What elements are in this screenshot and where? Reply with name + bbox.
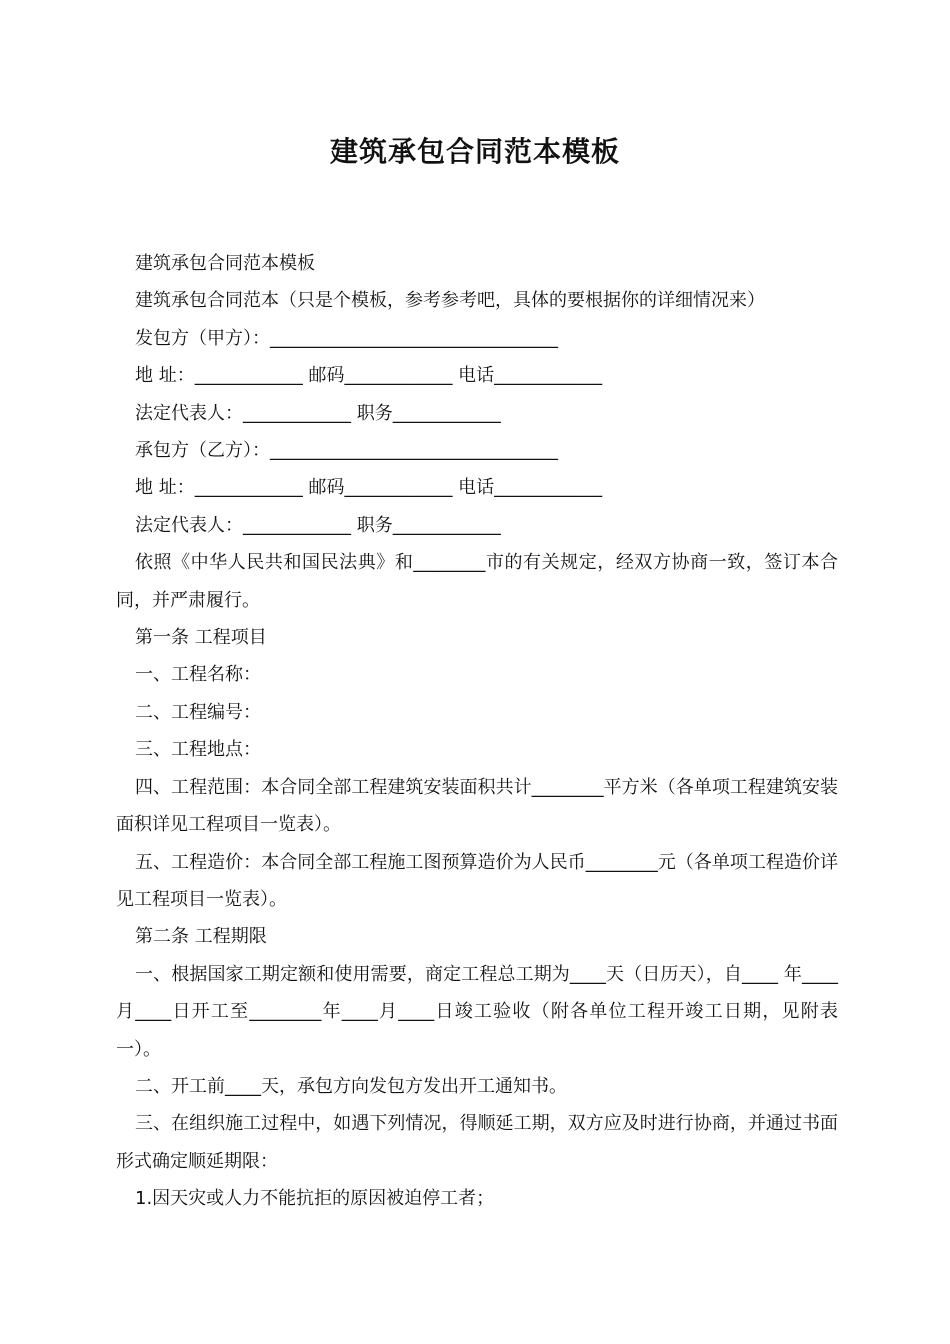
extension-item-1: 1.因天灾或人力不能抗拒的原因被迫停工者； (135, 1188, 495, 1210)
party-a-representative-line: 法定代表人：____________ 职务____________ (135, 402, 501, 424)
extension-paragraph: 三、在组织施工过程中，如遇下列情况，得顺延工期，双方应及时进行协商，并通过书面形式确定顺延期限： (116, 1113, 838, 1172)
schedule-paragraph: 一、根据国家工期定额和使用需要，商定工程总工期为____天（日历天），自____ 年____月____日开工至________年____月____日竣工验收（附各单位工程开竣工日期，见附表一）。 (116, 963, 838, 1060)
paragraph-intro: 建筑承包合同范本（只是个模板，参考参考吧，具体的要根据你的详细情况来） (135, 290, 765, 312)
paragraph-heading: 建筑承包合同范本模板 (135, 253, 315, 274)
document-body (116, 245, 838, 1218)
party-b-line: 承包方（乙方）：________________________________ (135, 440, 558, 462)
project-name-line: 一、工程名称： (135, 664, 261, 686)
preamble-paragraph: 依照《中华人民共和国民法典》和________市的有关规定，经双方协商一致，签订本合同，并严肃履行。 (116, 552, 838, 611)
project-cost-paragraph: 五、工程造价：本合同全部工程施工图预算造价为人民币________元（各单项工程造价详见工程项目一览表）。 (116, 851, 838, 910)
article-1-heading: 第一条 工程项目 (135, 627, 267, 649)
project-number-line: 二、工程编号： (135, 701, 261, 723)
article-2-heading: 第二条 工程期限 (135, 926, 267, 948)
party-a-address-line: 地 址：____________ 邮码____________ 电话____________ (135, 365, 603, 387)
party-a-line: 发包方（甲方）：________________________________ (135, 327, 558, 349)
party-b-representative-line: 法定代表人：____________ 职务____________ (135, 514, 501, 536)
project-scope-paragraph: 四、工程范围：本合同全部工程建筑安装面积共计________平方米（各单项工程建筑安装面积详见工程项目一览表）。 (116, 776, 838, 836)
document-title: 建筑承包合同范本模板 (329, 135, 620, 168)
notice-paragraph: 二、开工前____天，承包方向发包方发出开工通知书。 (135, 1075, 567, 1097)
party-b-address-line: 地 址：____________ 邮码____________ 电话____________ (135, 477, 603, 499)
project-location-line: 三、工程地点： (135, 739, 261, 761)
